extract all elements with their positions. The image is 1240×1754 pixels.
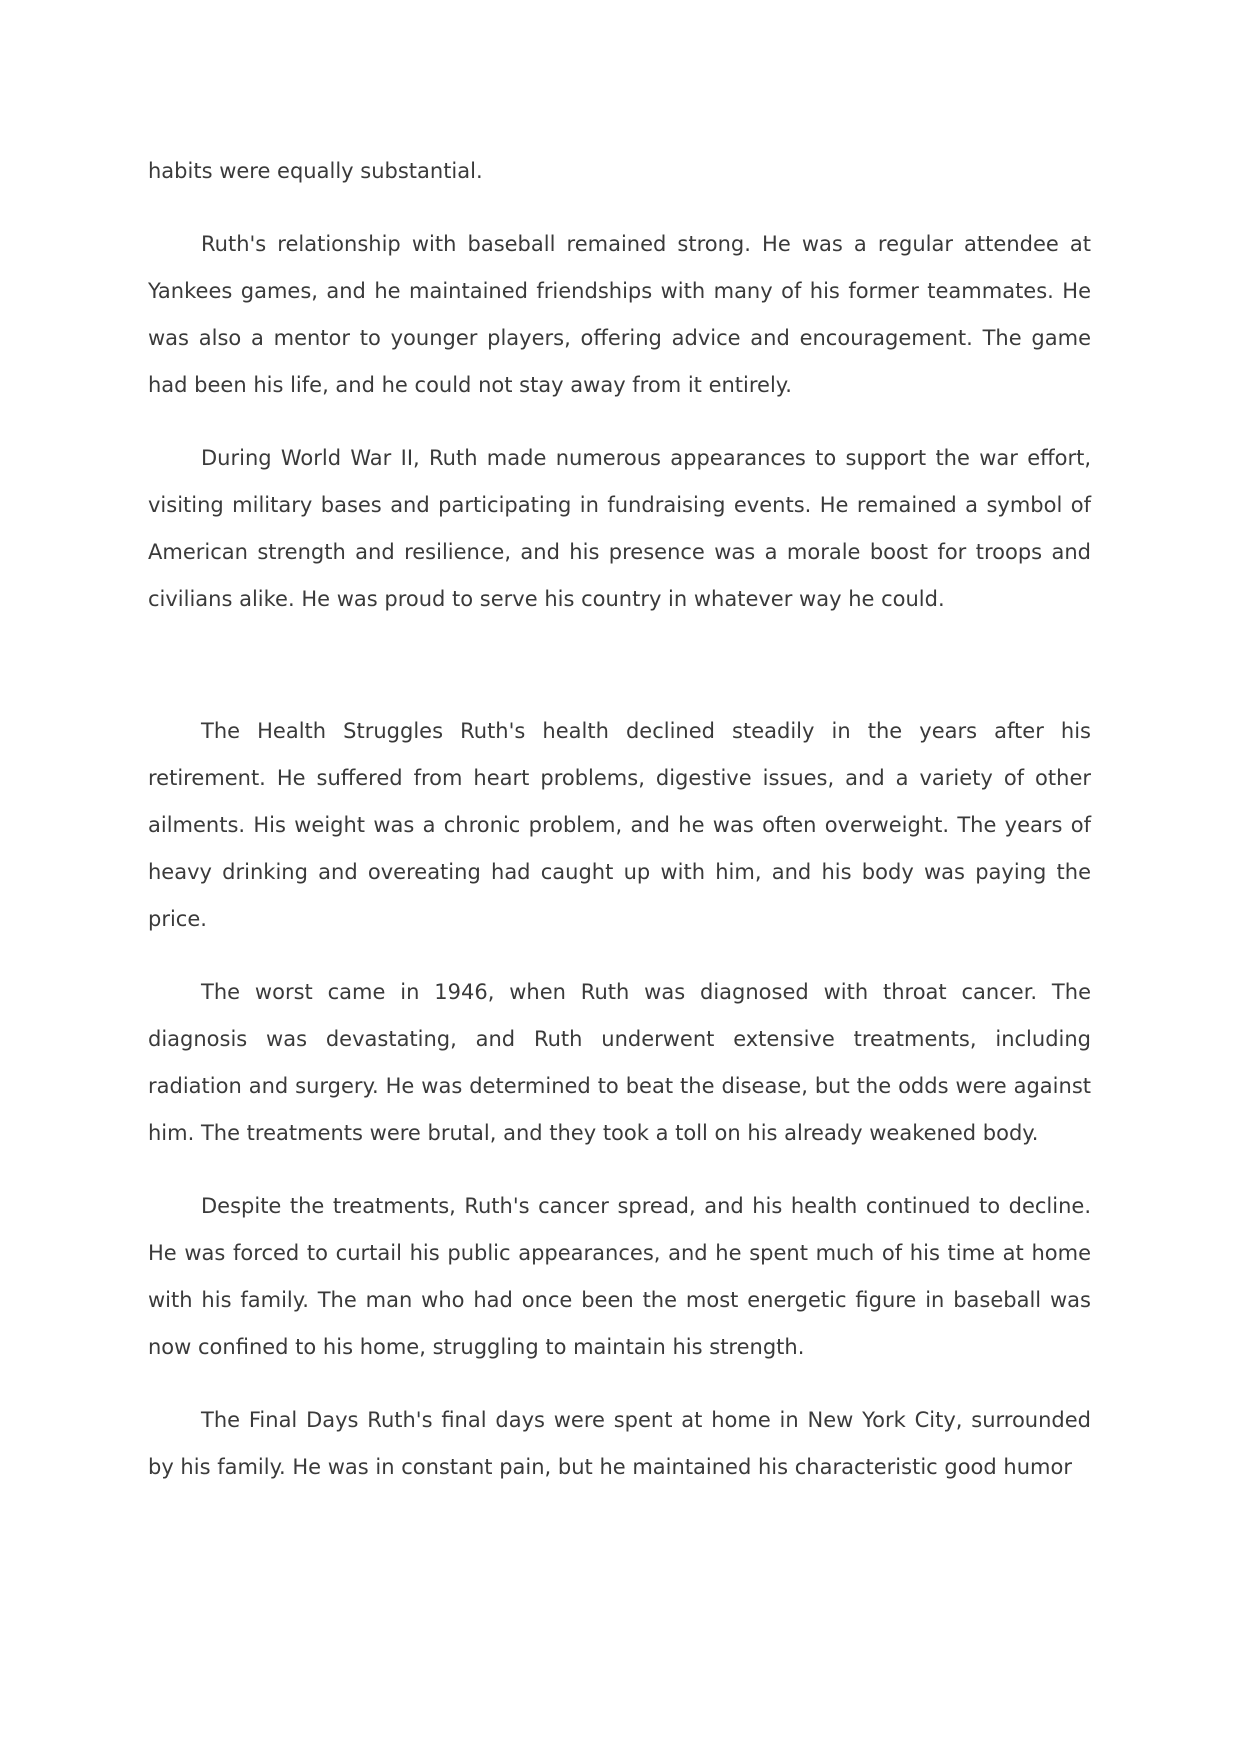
body-text <box>148 148 1091 1517</box>
paragraph-3: During World War II, Ruth made numerous appearances to support the war effort, visiting military bases and participating in fundraising events. He remained a symbol of American strength and resilience, and his presence was a morale boost for troops and civilians alike. He was proud to serve his country in whatever way he could. <box>148 446 1091 611</box>
paragraph-5: The worst came in 1946, when Ruth was diagnosed with throat cancer. The diagnosis was devastating, and Ruth underwent extensive treatments, including radiation and surgery. He was determined to beat the disease, but the odds were against him. The treatments were brutal, and they took a toll on his already weakened body. <box>148 980 1091 1145</box>
paragraph-2: Ruth's relationship with baseball remained strong. He was a regular attendee at Yankees games, and he maintained friendships with many of his former teammates. He was also a mentor to younger players, offering advice and encouragement. The game had been his life, and he could not stay away from it entirely. <box>148 232 1091 397</box>
paragraph-6: Despite the treatments, Ruth's cancer spread, and his health continued to decline. He was forced to curtail his public appearances, and he spent much of his time at home with his family. The man who had once been the most energetic figure in baseball was now confined to his home, struggling to maintain his strength. <box>148 1194 1091 1359</box>
paragraph-7: The Final Days Ruth's final days were spent at home in New York City, surrounded by his family. He was in constant pain, but he maintained his characteristic good humor <box>148 1408 1091 1479</box>
paragraph-4: The Health Struggles Ruth's health declined steadily in the years after his retirement. He suffered from heart problems, digestive issues, and a variety of other ailments. His weight was a chronic problem, and he was often overweight. The years of heavy drinking and overeating had caught up with him, and his body was paying the price. <box>148 719 1091 931</box>
paragraph-1: habits were equally substantial. <box>148 159 483 183</box>
